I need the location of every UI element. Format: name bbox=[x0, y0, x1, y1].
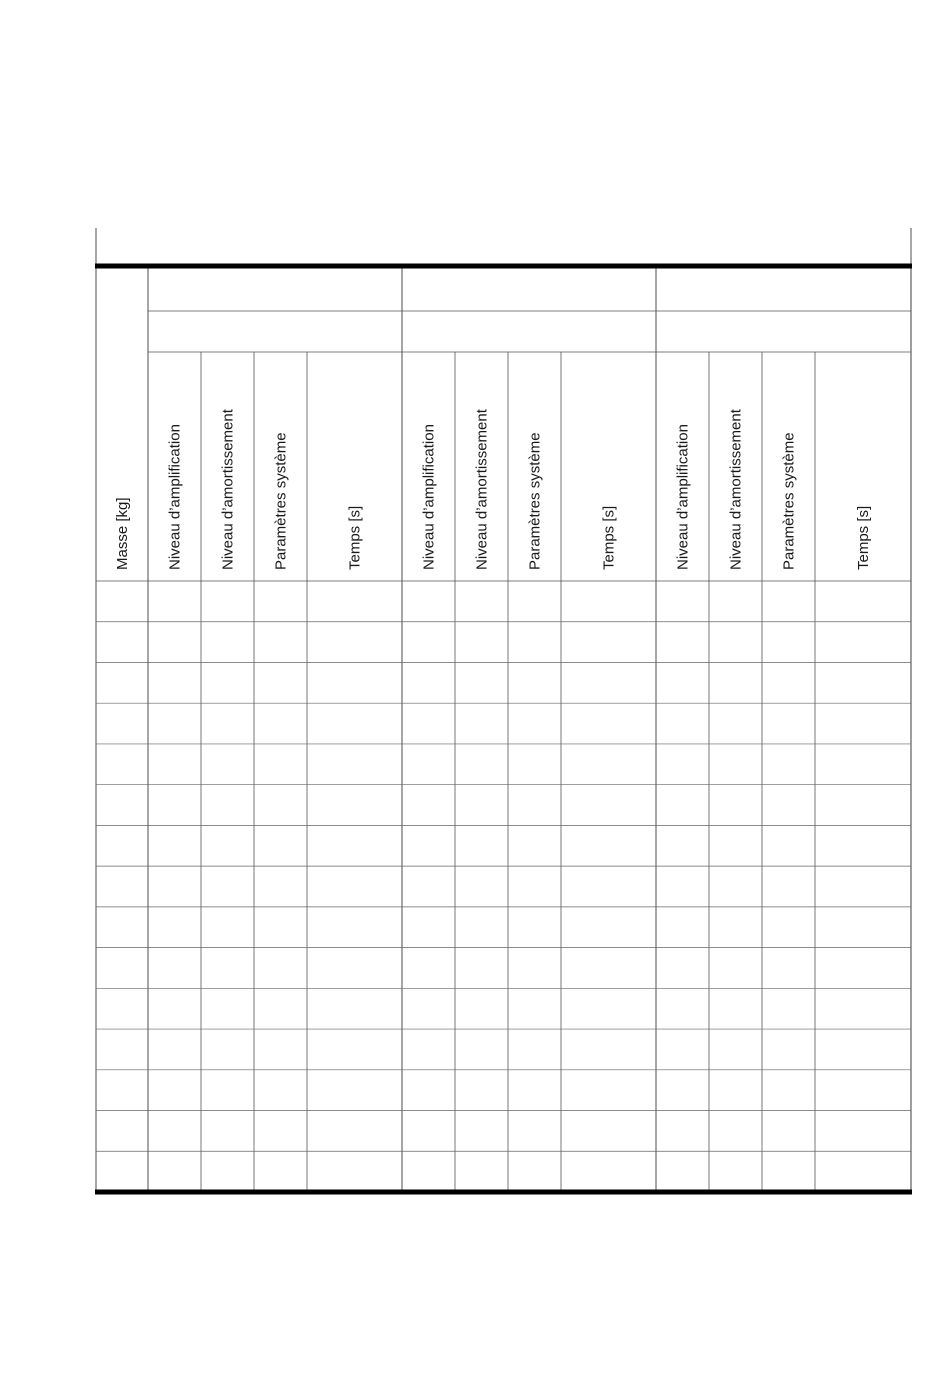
table-row bbox=[96, 948, 911, 989]
table-row bbox=[96, 825, 911, 866]
table-row bbox=[96, 907, 911, 948]
group-3-system-parameters-header: Paramètres système bbox=[780, 432, 798, 570]
group-2-amplification-header: Niveau d’amplification bbox=[420, 424, 438, 570]
group-1-damping-header: Niveau d’amortissement bbox=[219, 409, 237, 570]
group-3-amplification-header: Niveau d’amplification bbox=[674, 424, 692, 570]
table-row bbox=[96, 662, 911, 703]
table-row bbox=[96, 1151, 911, 1192]
table-row bbox=[96, 1111, 911, 1152]
table-row bbox=[96, 1070, 911, 1111]
group-1-amplification-header: Niveau d’amplification bbox=[166, 424, 184, 570]
group-3-time-header: Temps [s] bbox=[855, 505, 872, 570]
table-row bbox=[96, 622, 911, 663]
table-row bbox=[96, 744, 911, 785]
group-3-damping-header: Niveau d’amortissement bbox=[727, 409, 745, 570]
group-2-system-parameters-header: Paramètres système bbox=[526, 432, 544, 570]
group-2-time-header: Temps [s] bbox=[600, 505, 618, 570]
group-1-time-header: Temps [s] bbox=[346, 505, 364, 570]
table-row bbox=[96, 703, 911, 744]
group-1-system-parameters-header: Paramètres système bbox=[272, 432, 290, 570]
table-row bbox=[96, 785, 911, 826]
table-row bbox=[96, 581, 911, 622]
mass-column-header: Masse [kg] bbox=[114, 497, 131, 570]
table-row bbox=[96, 988, 911, 1029]
group-2-damping-header: Niveau d’amortissement bbox=[473, 409, 491, 570]
table-row bbox=[96, 866, 911, 907]
table-row bbox=[96, 1029, 911, 1070]
